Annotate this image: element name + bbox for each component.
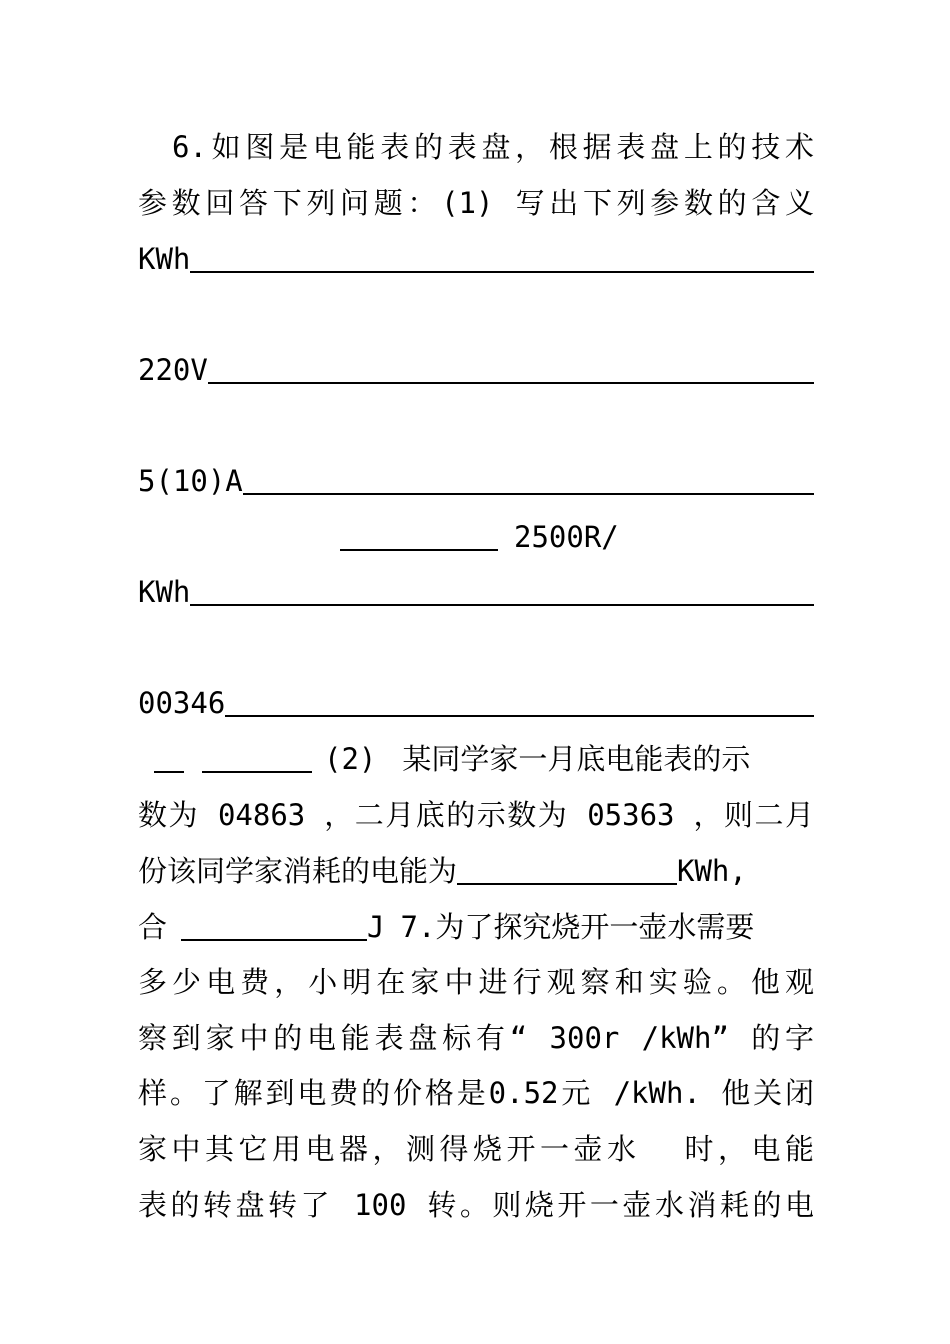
- part2-line3-prefix: 份该同学家消耗的电能为: [138, 854, 458, 888]
- part2-line3-unit: KWh,: [677, 854, 747, 888]
- part2-label: (2): [324, 742, 377, 776]
- q6-220v-row: [138, 350, 814, 390]
- q7-line-5: 家中其它用电器，测得烧开一壶水 时，电能: [138, 1132, 814, 1166]
- param-220v-blank[interactable]: [208, 354, 814, 384]
- q6-kwh-row: [138, 239, 814, 279]
- param-220v-label: 220V: [138, 353, 208, 387]
- q7-start: 7.为了探究烧开一壶水需要: [400, 910, 755, 944]
- q7-line-2: 多少电费，小明在家中进行观察和实验。他观: [138, 965, 814, 999]
- q6-intro-line-1: 6.如图是电能表的表盘，根据表盘上的技术: [172, 130, 814, 164]
- param-current-blank-cont[interactable]: [340, 521, 498, 551]
- param-kwh-label: KWh: [138, 242, 191, 276]
- q6-rate-row: [340, 517, 814, 557]
- param-kwh-blank[interactable]: [190, 243, 814, 273]
- param-rate-blank[interactable]: [190, 576, 814, 606]
- q6-part2-row: [138, 739, 814, 779]
- param-rate-label: 2500R/: [514, 520, 619, 554]
- part2-line4-prefix: 合: [138, 910, 168, 944]
- q6-reading-row: [138, 683, 814, 723]
- param-reading-blank-cont[interactable]: [154, 743, 184, 773]
- q6-part2-line-4: [138, 907, 814, 947]
- param-rate-unit: KWh: [138, 575, 191, 609]
- param-reading-blank[interactable]: [225, 687, 814, 717]
- q6-rate-unit-row: [138, 572, 814, 612]
- param-reading-label: 00346: [138, 686, 226, 720]
- q7-line-3: 察到家中的电能表盘标有“ 300r /kWh” 的字: [138, 1021, 814, 1055]
- q6-rate-blank-cont: [138, 628, 814, 668]
- q6-220v-blank-cont: [138, 406, 814, 446]
- q6-intro-line-2: 参数回答下列问题：(1) 写出下列参数的含义: [138, 186, 814, 220]
- q7-line-6: 表的转盘转了 100 转。则烧开一壶水消耗的电: [138, 1188, 814, 1222]
- energy-kwh-blank[interactable]: [457, 855, 677, 885]
- part2-text-a: 某同学家一月底电能表的示: [402, 742, 751, 776]
- q6-part2-line-2: 数为 04863 ，二月底的示数为 05363 ，则二月: [138, 798, 814, 832]
- q6-current-row: [138, 461, 814, 501]
- param-current-blank[interactable]: [243, 465, 814, 495]
- energy-joule-blank[interactable]: [181, 911, 367, 941]
- param-current-label: 5(10)A: [138, 464, 243, 498]
- q6-part2-line-3: [138, 851, 814, 891]
- part2-line4-unit: J: [367, 910, 385, 944]
- document-page: [138, 0, 814, 1344]
- q7-line-4: 样。了解到电费的价格是0.52元 /kWh. 他关闭: [138, 1076, 814, 1110]
- param-reading-blank-cont-2[interactable]: [202, 743, 312, 773]
- q6-kwh-blank-cont: [138, 295, 814, 335]
